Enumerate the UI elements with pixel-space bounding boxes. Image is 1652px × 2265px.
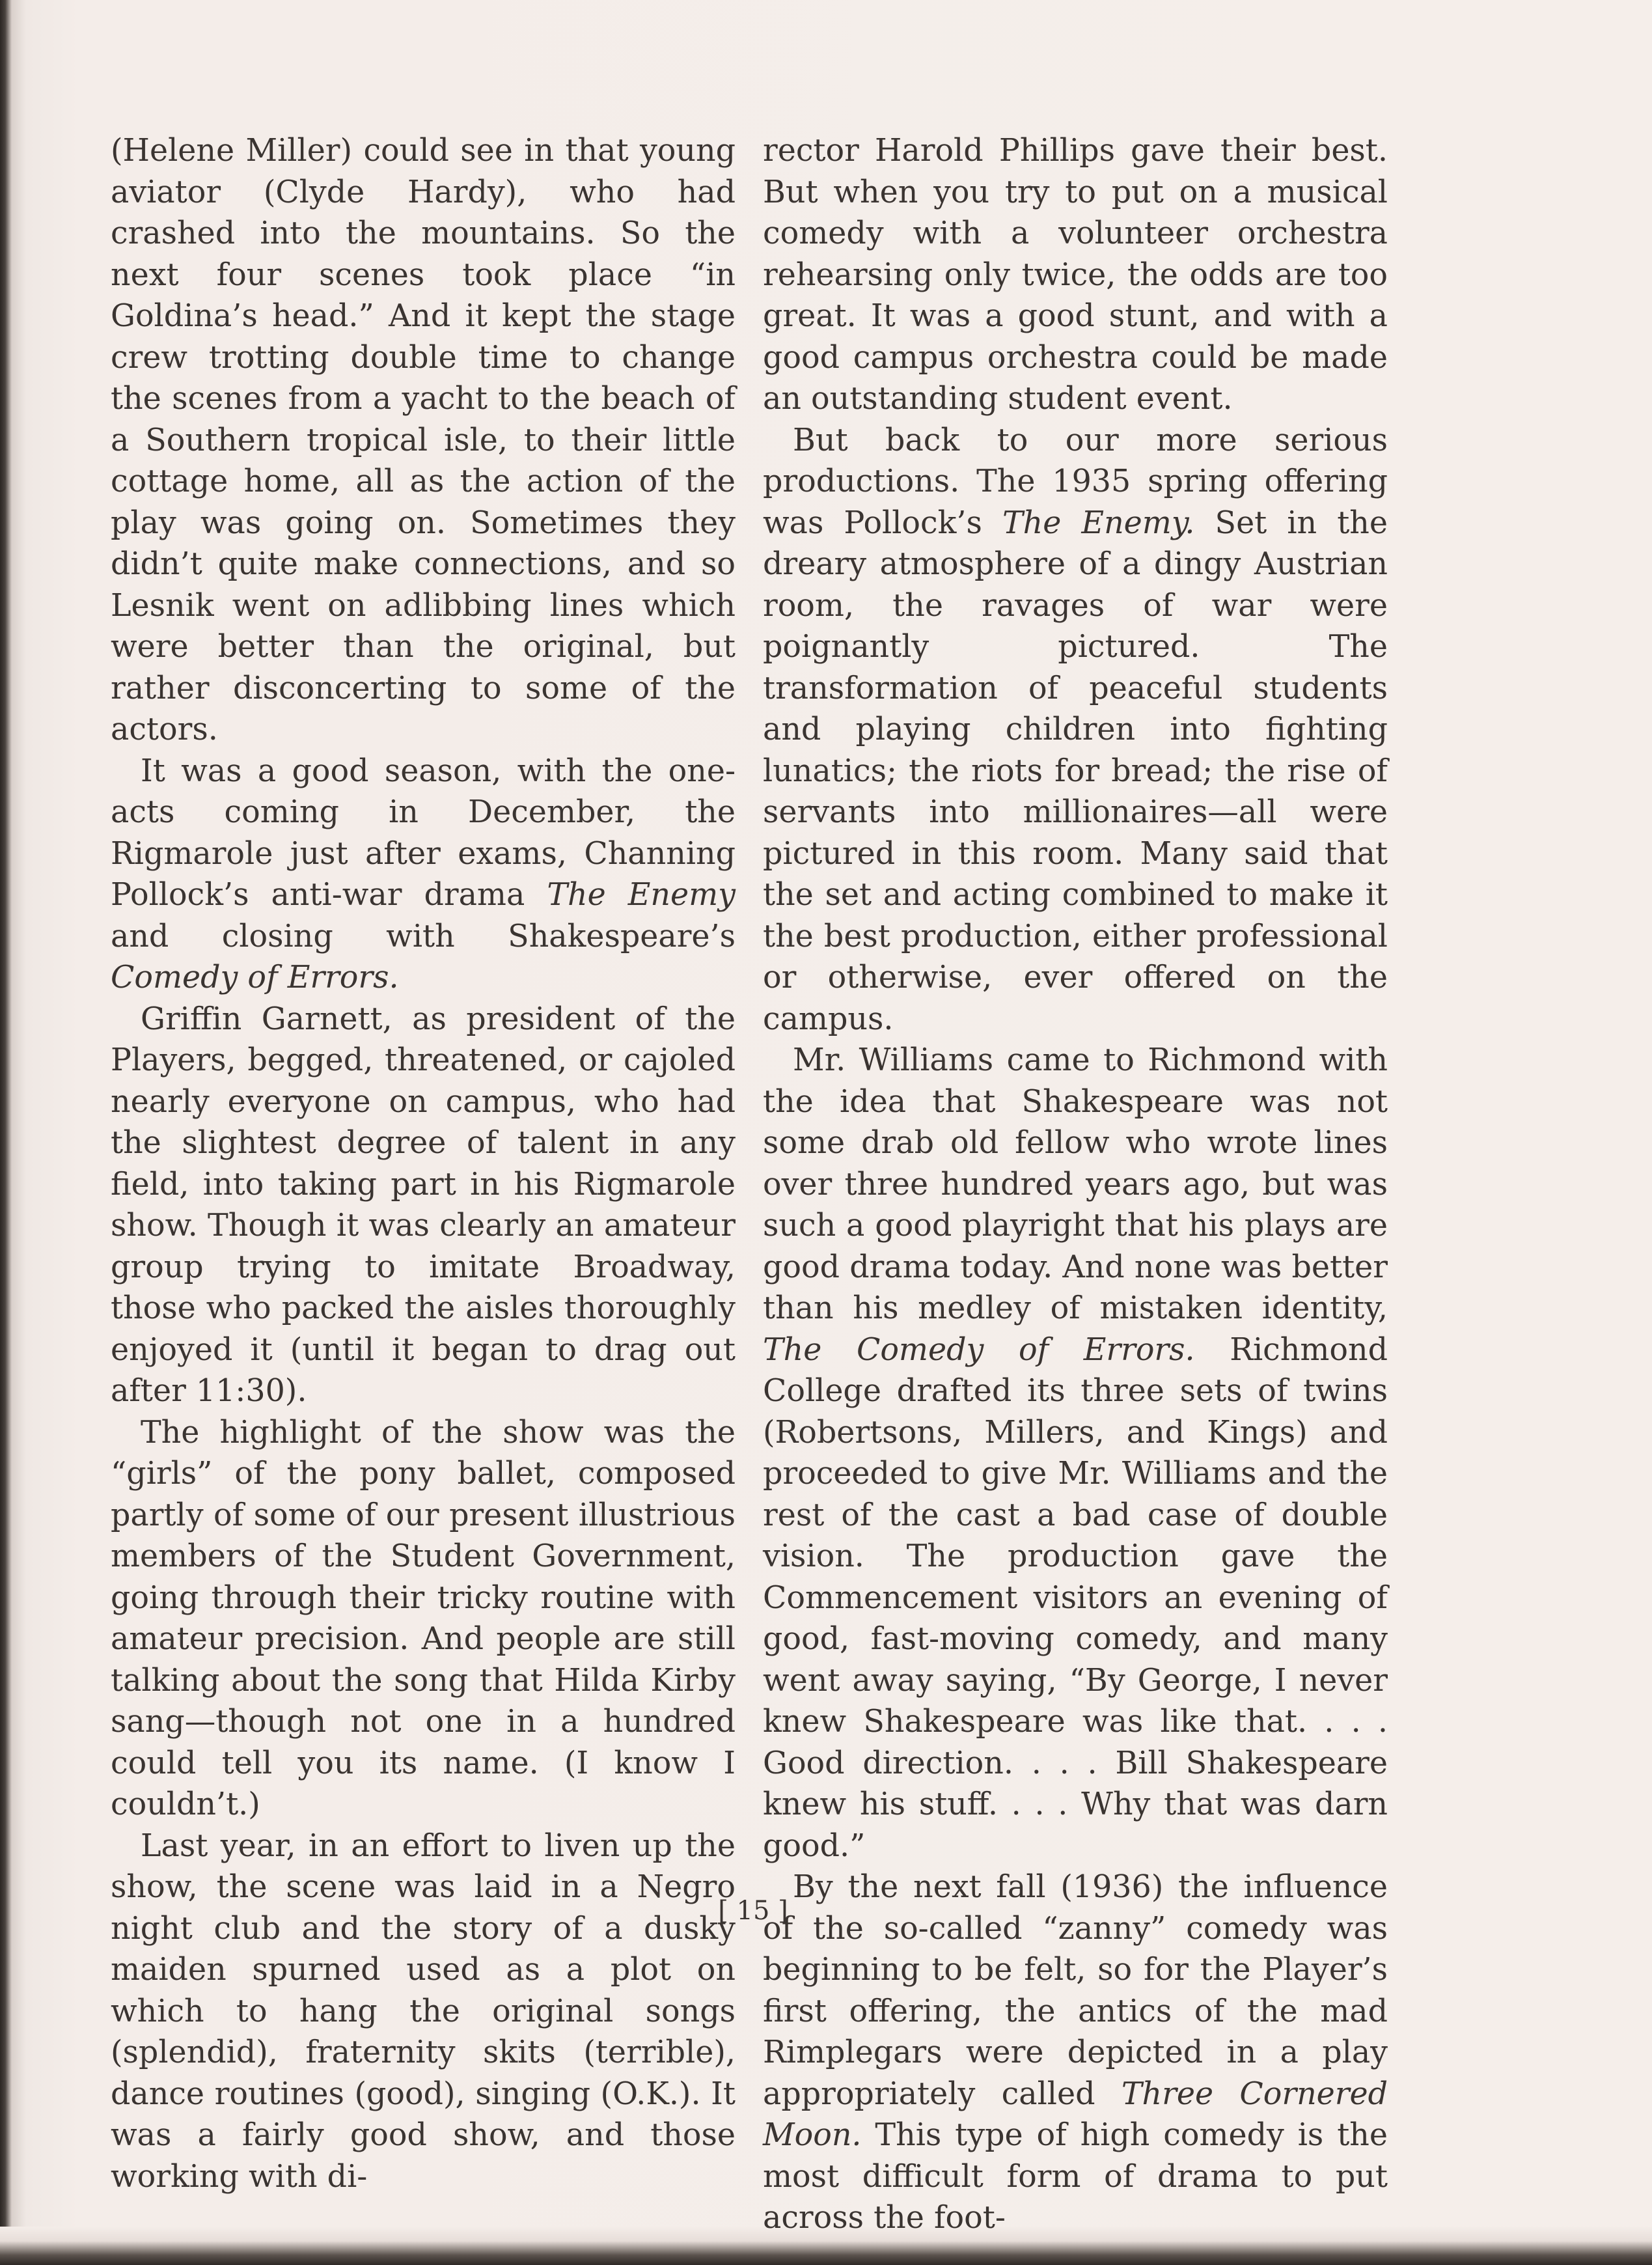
right-paragraph-4-text-b: This type of high comedy is the most difficult form of drama to put across the foot- (763, 2117, 1388, 2236)
right-paragraph-3 (763, 1040, 1388, 1867)
right-paragraph-3-text-b: Richmond College drafted its three sets of twins (Robertsons, Millers, and Kings) and proceeded to give Mr. Williams and the rest of the cast a bad case of double vision. The production gave the Commencement visitors an evening of good, fast-moving comedy, and many went away saying, “By George, I never knew Shakespeare was like that. . . . Good direction. . . . Bill Shakespeare knew his stuff. . . . Why that was darn good.” (763, 1331, 1388, 1864)
play-title-the-enemy-2: The Enemy. (1002, 505, 1195, 541)
left-column (111, 130, 736, 2197)
left-paragraph-2-text-a: It was a good season, with the one-acts coming in December, the Rigmarole just after exams, Channing Pollock’s anti-war drama (111, 753, 736, 913)
left-paragraph-2 (111, 751, 736, 999)
left-paragraph-3: Griffin Garnett, as president of the Players, begged, threatened, or cajoled nearly everyone on campus, who had the slightest degree of talent in any field, into taking part in his Rigmarole show. Though it was clearly an amateur group trying to imitate Broadway, those who packed the aisles thoroughly enjoyed it (until it began to drag out after 11:30). (111, 1001, 736, 1409)
left-paragraph-2-text-b: and closing with Shakespeare’s (111, 918, 736, 954)
play-title-the-comedy-of-errors: The Comedy of Errors. (763, 1331, 1195, 1368)
right-paragraph-3-text-a: Mr. Williams came to Richmond with the idea that Shakespeare was not some drab old fellow who wrote lines over three hundred years ago, but was such a good playright that his plays are good drama today. And none was better than his medley of mistaken identity, (763, 1042, 1388, 1326)
page-number: [ 15 ] (718, 1896, 788, 1926)
play-title-three-cornered-moon: Three Cornered Moon. (763, 2076, 1388, 2153)
right-paragraph-2-text-a: But back to our more serious productions. The 1935 spring offering was Pollock’s (763, 422, 1388, 541)
left-paragraph-5: Last year, in an effort to liven up the show, the scene was laid in a Negro night club and the story of a dusky maiden spurned used as a plot on which to hang the original songs (splendid), fraternity skits (terrible), dance routines (good), singing (O.K.). It was a fairly good show, and those working with di- (111, 1827, 736, 2195)
right-paragraph-2-text-b: Set in the dreary atmosphere of a dingy Austrian room, the ravages of war were poignantly pictured. The transformation of peaceful students and playing children into fighting lunatics; the riots for bread; the rise of servants into millionaires—all were pictured in this room. Many said that the set and acting combined to make it the best production, either professional or otherwise, ever offered on the campus. (763, 505, 1388, 1037)
left-paragraph-4: The highlight of the show was the “girls” of the pony ballet, composed partly of some of our present illustrious members of the Student Government, going through their tricky routine with amateur precision. And people are still talking about the song that Hilda Kirby sang—though not one in a hundred could tell you its name. (I know I couldn’t.) (111, 1414, 736, 1822)
right-paragraph-2 (763, 420, 1388, 1040)
right-paragraph-4-text-a: By the next fall (1936) the influence of the so-called “zanny” comedy was beginning to be felt, so for the Player’s first offering, the antics of the mad Rimplegars were depicted in a play appropriately called (763, 1869, 1388, 2112)
play-title-the-enemy: The Enemy (547, 877, 736, 913)
left-paragraph-1: (Helene Miller) could see in that young aviator (Clyde Hardy), who had crashed into the mountains. So the next four scenes took place “in Goldina’s head.” And it kept the stage crew trotting double time to change the scenes from a yacht to the beach of a Southern tropical isle, to their little cottage home, all as the action of the play was going on. Sometimes they didn’t quite make connections, and so Lesnik went on adlibbing lines which were better than the original, but rather disconcerting to some of the actors. (111, 133, 736, 747)
right-paragraph-1: rector Harold Phillips gave their best. But when you try to put on a musical comedy with a volunteer orchestra rehearsing only twice, the odds are too great. It was a good stunt, and with a good campus orchestra could be made an outstanding student event. (763, 133, 1388, 417)
play-title-comedy-of-errors: Comedy of Errors. (111, 960, 399, 995)
